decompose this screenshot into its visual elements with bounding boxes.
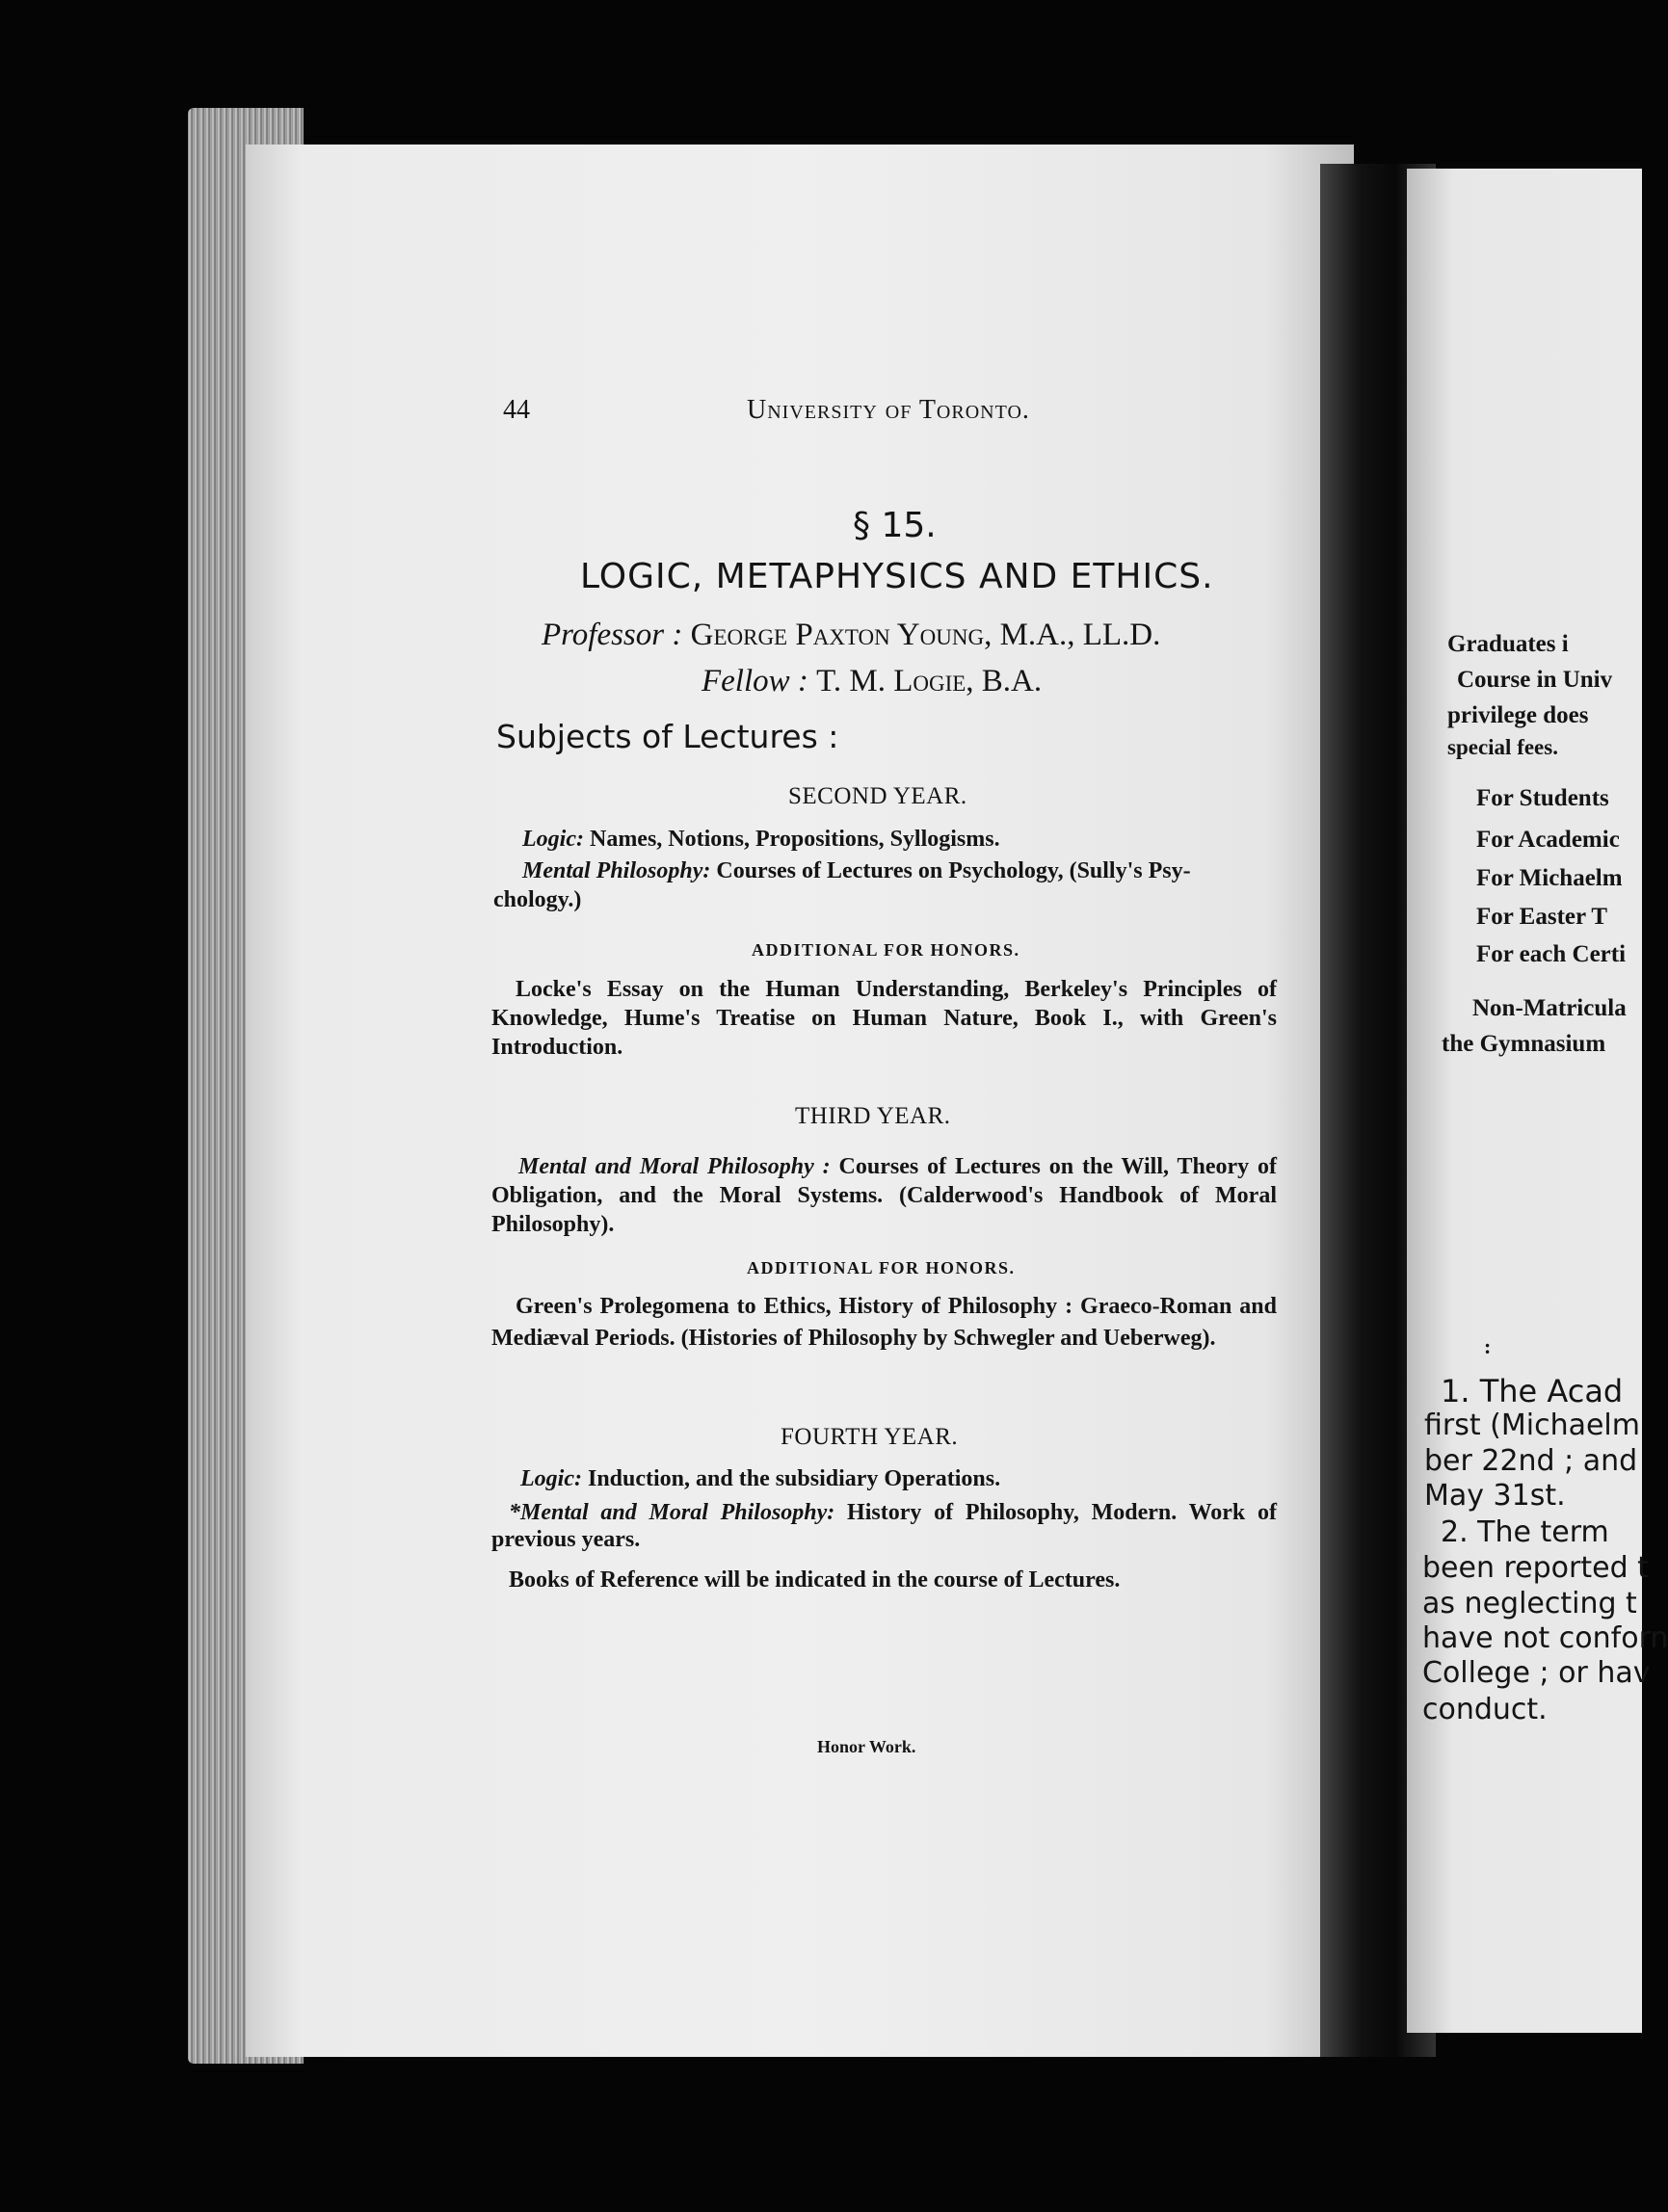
right-page-line: Non-Matricula — [1472, 995, 1627, 1021]
right-page-line: College ; or hav — [1422, 1656, 1651, 1690]
right-page-line: For Easter T — [1476, 904, 1608, 930]
right-page — [1407, 169, 1668, 2033]
logic-label: Logic: — [520, 1466, 582, 1491]
third-year-honors-text: Green's Prolegomena to Ethics, History of Philosophy : Graeco-Roman and Mediæval Periods. (Histories of Philosophy by Schwegler and Ueberweg). — [491, 1294, 1277, 1351]
right-page-line: have not conforn — [1422, 1621, 1668, 1655]
right-page-line: Course in Univ — [1457, 667, 1613, 693]
third-year-heading: THIRD YEAR. — [795, 1103, 951, 1129]
second-year-honors-heading: ADDITIONAL FOR HONORS. — [752, 940, 1020, 960]
fourth-year-logic — [520, 1466, 1000, 1492]
right-page-line: privilege does — [1447, 702, 1589, 728]
mm-label: Mental and Moral Philosophy : — [518, 1154, 831, 1179]
third-year-honors-heading: ADDITIONAL FOR HONORS. — [747, 1258, 1016, 1277]
logic-text: Names, Notions, Propositions, Syllogisms. — [589, 827, 1000, 852]
professor-name: George Paxton Young, M.A., LL.D. — [690, 618, 1161, 652]
fellow-label: Fellow : — [702, 664, 808, 698]
right-page-line: conduct. — [1422, 1693, 1548, 1726]
right-page-line: : — [1484, 1334, 1492, 1358]
mental-label: Mental Philosophy: — [522, 858, 711, 883]
second-year-mental — [522, 858, 1191, 884]
second-year-mental-cont: chology.) — [493, 887, 582, 912]
logic-label: Logic: — [522, 827, 584, 852]
right-page-line: ber 22nd ; and — [1424, 1444, 1638, 1478]
mm-label: *Mental and Moral Philosophy: — [509, 1500, 835, 1525]
fourth-year-heading: FOURTH YEAR. — [781, 1424, 959, 1450]
running-title: University of Toronto. — [747, 395, 1030, 425]
right-page-line: For Michaelm — [1476, 865, 1623, 891]
professor-line — [542, 618, 1160, 653]
section-number: § 15. — [853, 506, 937, 545]
right-page-line: the Gymnasium — [1442, 1031, 1606, 1057]
right-page-line: as neglecting t — [1422, 1587, 1637, 1620]
subjects-heading: Subjects of Lectures : — [496, 718, 839, 755]
right-page-line: Graduates i — [1447, 631, 1569, 657]
right-page-line: 2. The term — [1441, 1515, 1609, 1549]
right-page-line: special fees. — [1447, 735, 1558, 759]
right-page-line: For Students — [1476, 785, 1609, 811]
professor-label: Professor : — [542, 618, 683, 652]
second-year-logic — [522, 827, 1000, 853]
right-page-line: been reported t — [1422, 1551, 1649, 1585]
reference-note: Books of Reference will be indicated in the course of Lectures. — [509, 1567, 1121, 1593]
third-year-mm — [491, 1152, 1277, 1239]
right-page-line: For each Certi — [1476, 941, 1627, 967]
second-year-heading: SECOND YEAR. — [788, 783, 967, 809]
right-page-line: 1. The Acad — [1441, 1373, 1624, 1409]
right-page-line: first (Michaelm — [1424, 1409, 1640, 1442]
logic-text: Induction, and the subsidiary Operations. — [587, 1466, 1001, 1491]
left-page — [246, 145, 1354, 2057]
right-page-line: May 31st. — [1424, 1479, 1566, 1513]
footnote-honor-work: Honor Work. — [817, 1737, 916, 1756]
right-page-line: For Academic — [1476, 827, 1620, 853]
fellow-name: T. M. Logie, B.A. — [816, 664, 1043, 698]
fourth-year-mm — [491, 1499, 1277, 1553]
mm-text: History of Philosophy, Modern. Work of previous years. — [491, 1500, 1278, 1552]
section-title: LOGIC, METAPHYSICS AND ETHICS. — [580, 557, 1214, 596]
page-number: 44 — [503, 395, 530, 425]
second-year-honors-text: Locke's Essay on the Human Understanding, Berkeley's Principles of Knowledge, Hume's Treatise on Human Nature, Book I., with Green's Introduction. — [491, 977, 1277, 1060]
mental-text: Courses of Lectures on Psychology, (Sully's Psy- — [716, 858, 1191, 883]
fellow-line — [702, 664, 1042, 699]
mm-text: Courses of Lectures on the Will, Theory of Obligation, and the Moral Systems. (Calderwood's Handbook of Moral Philosophy). — [491, 1154, 1278, 1237]
